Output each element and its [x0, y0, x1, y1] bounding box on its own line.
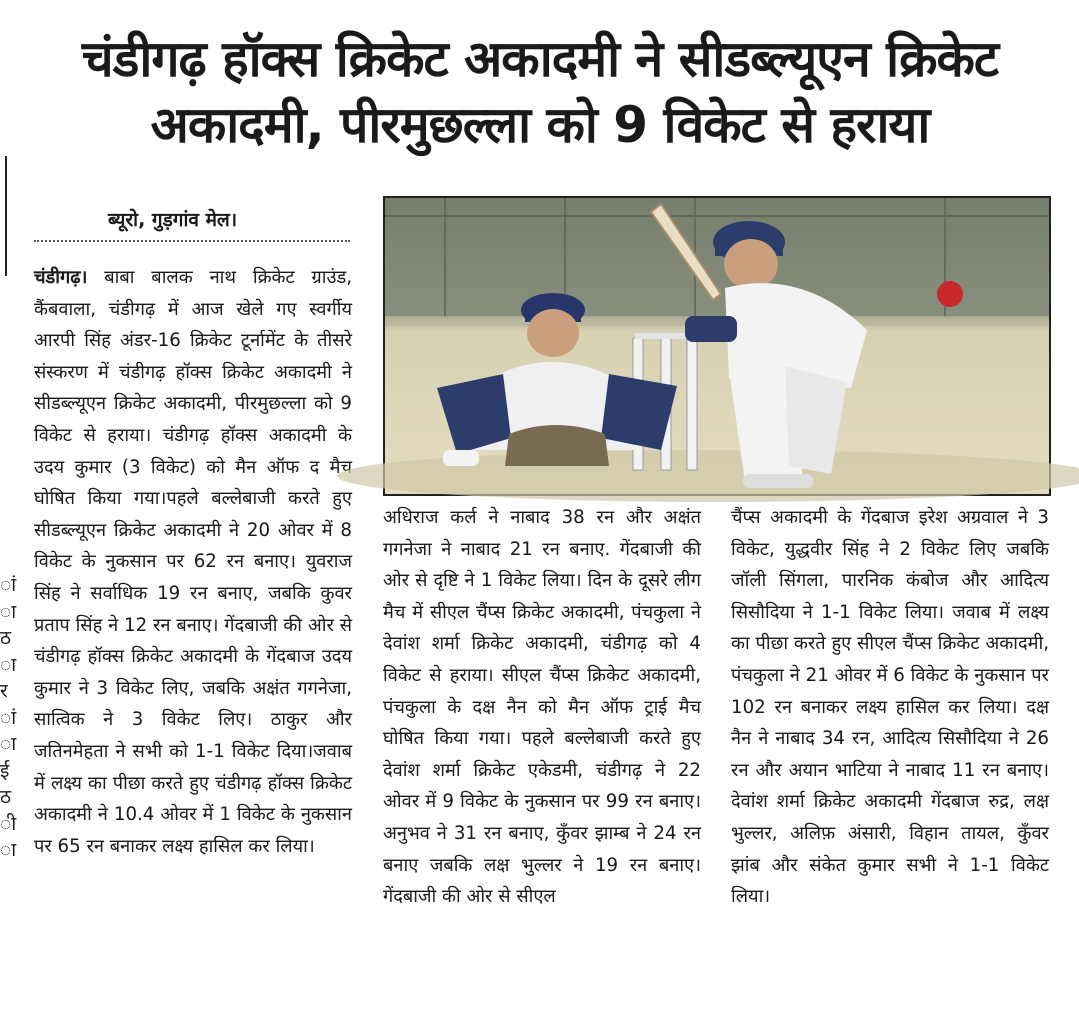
fragment: ां [0, 706, 17, 729]
article-column-3: चैंप्स अकादमी के गेंदबाज इरेश अग्रवाल ने 3 विकेट, युद्धवीर सिंह ने 2 विकेट लिए जबकि जॉली सिंगला, पारनिक कंबोज और आदित्य सिसौदिया ने 1-1 विकेट लिया। जवाब में लक्ष्य का पीछा करते हुए सीएल चैंप्स क्रिकेट अकादमी, पंचकुला ने 21 ओवर में 6 विकेट के नुकसान पर 102 रन बनाकर लक्ष्य हासिल कर लिया। दक्ष नैन ने नाबाद 34 रन, आदित्य सिसौदिया ने 26 रन और अयान भाटिया ने नाबाद 11 रन बनाए। देवांश शर्मा क्रिकेट अकादमी गेंदबाज रुद्र, लक्ष भुल्लर, अलिफ़ अंसारी, विहान तायल, कुँवर झांब और संकेत कुमार सभी ने 1-1 विकेट लिया। [731, 507, 1049, 908]
fragment: ी [0, 812, 17, 835]
adjacent-column-fragments [0, 572, 17, 972]
match-photo [383, 196, 1051, 496]
fragment: ई [0, 759, 10, 782]
article-column-1 [34, 262, 352, 862]
fragment: ां [0, 574, 17, 596]
column-1-text: बाबा बालक नाथ क्रिकेट ग्राउंड, कैंबवाला, चंडीगढ़ में आज खेले गए स्वर्गीय आरपी सिंह अंडर-16 क्रिकेट टूर्नामेंट के तीसरे संस्करण में चंडीगढ़ हॉक्स क्रिकेट अकादमी ने सीडब्ल्यूएन क्रिकेट अकादमी, पीरमुछल्ला को 9 विकेट से हराया। चंडीगढ़ हॉक्स अकादमी के उदय कुमार (3 विकेट) को मैन ऑफ द मैच घोषित किया गया।पहले बल्लेबाजी करते हुए सीडब्ल्यूएन क्रिकेट अकादमी ने 20 ओवर में 8 विकेट के नुकसान पर 62 रन बनाए। युवराज सिंह ने सर्वाधिक 19 रन बनाए, जबकि कुवर प्रताप सिंह ने 12 रन बनाए। गेंदबाजी की ओर से चंडीगढ़ हॉक्स क्रिकेट अकादमी के गेंदबाज उदय कुमार ने 3 विकेट लिए, जबकि अक्षंत गगनेजा, सात्विक ने 3 विकेट लिए। ठाकुर और जतिनमेहता ने सभी को 1-1 विकेट दिया।जवाब में लक्ष्य का पीछा करते हुए चंडीगढ़ हॉक्स क्रिकेट अकादमी ने 10.4 ओवर में 1 विकेट के नुकसान पर 65 रन बनाकर लक्ष्य हासिल कर लिया। [34, 267, 352, 857]
fragment: ा [0, 600, 17, 623]
headline-line-2: अकादमी, पीरमुछल्ला को 9 विकेट से हराया [150, 96, 930, 154]
article-column-2: अधिराज कर्ल ने नाबाद 38 रन और अक्षंत गगनेजा ने नाबाद 21 रन बनाए. गेंदबाजी की ओर से दृष्टि ने 1 विकेट लिया। दिन के दूसरे लीग मैच में सीएल चैंप्स क्रिकेट अकादमी, पंचकुला ने देवांश शर्मा क्रिकेट अकादमी, चंडीगढ़ को 4 विकेट से हराया। सीएल चैंप्स क्रिकेट अकादमी, पंचकुला के दक्ष नैन को मैन ऑफ ट्राई मैच घोषित किया गया। पहले बल्लेबाजी करते हुए देवांश शर्मा क्रिकेट एकेडमी, चंडीगढ़ ने 22 ओवर में 9 विकेट के नुकसान पर 99 रन बनाए। अनुभव ने 31 रन बनाए, कुँवर झाम्ब ने 24 रन बनाए जबकि लक्ष भुल्लर ने 19 रन बनाए। गेंदबाजी की ओर से सीएल [383, 507, 701, 908]
fragment: ा [0, 653, 17, 676]
byline-divider [34, 240, 350, 242]
fragment: र [0, 680, 8, 702]
cricket-photo-illustration [385, 198, 1049, 494]
adjacent-column-rule [0, 156, 7, 276]
fragment: ठ [0, 627, 12, 649]
headline [20, 26, 1060, 158]
fragment: ा [0, 733, 17, 755]
byline: ब्यूरो, गुड़गांव मेल। [108, 209, 238, 231]
fragment: ा [0, 839, 17, 861]
fragment: ठ [0, 786, 12, 808]
dateline: चंडीगढ़। [34, 267, 88, 288]
headline-line-1: चंडीगढ़ हॉक्स क्रिकेट अकादमी ने सीडब्ल्यूएन क्रिकेट [81, 30, 999, 88]
